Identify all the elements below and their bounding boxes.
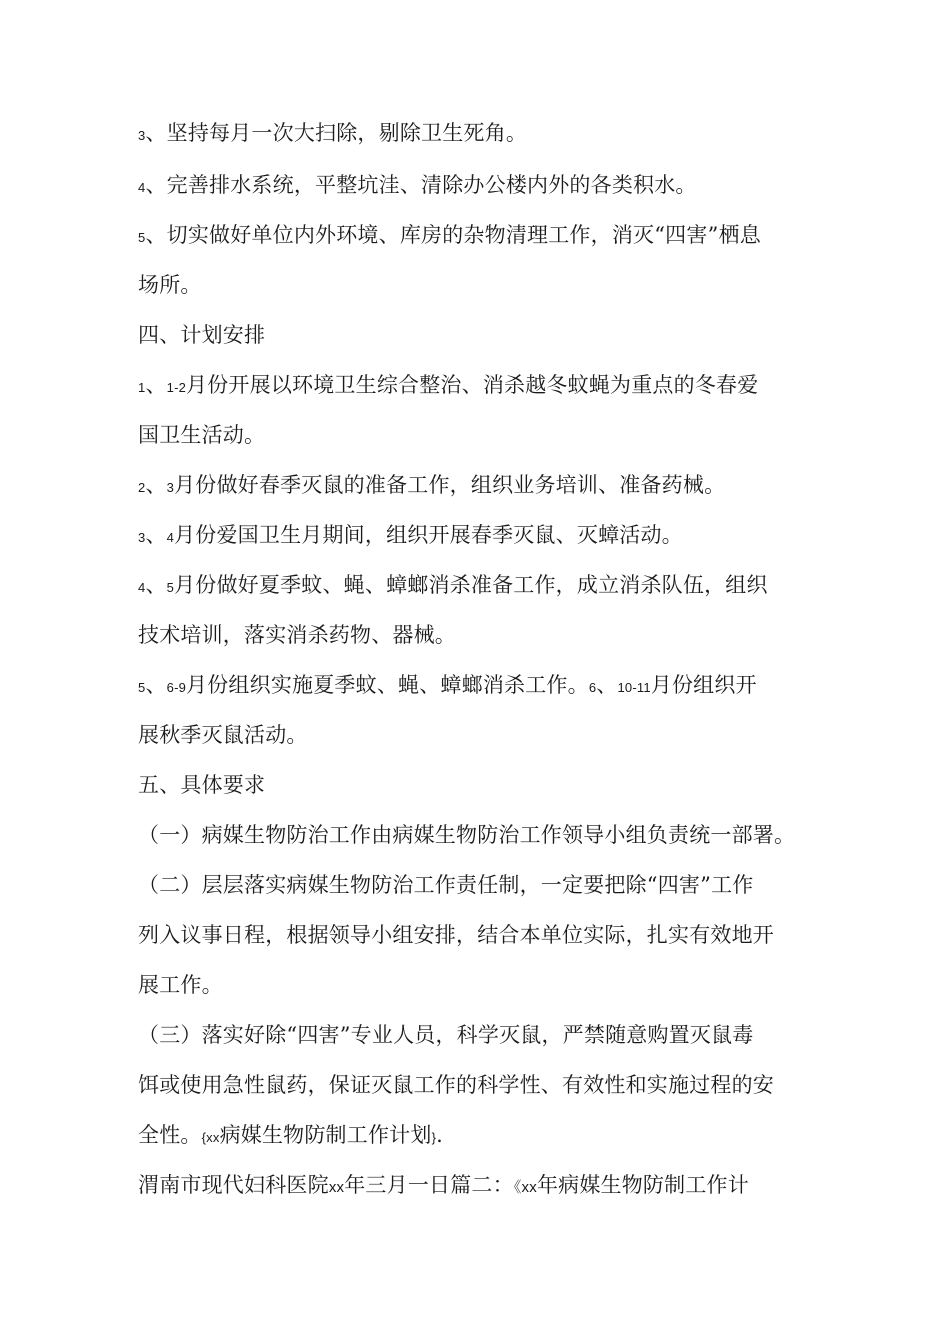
numeral-text: {xx: [201, 1130, 220, 1145]
latin-text: 《xx: [513, 1179, 537, 1196]
text-line: [138, 1070, 774, 1100]
numeral-text: 4: [138, 580, 146, 595]
text-line: [138, 670, 757, 703]
text-run: 渭南市现代妇科医院: [138, 1173, 329, 1197]
text-run: 、完善排水系统，平整坑洼、清除办公楼内外的各类积水。: [145, 173, 697, 197]
text-line: [138, 118, 527, 151]
text-run: 五、具体要求: [138, 773, 266, 797]
text-line: [138, 920, 774, 950]
text-line: [138, 1170, 749, 1203]
text-line: [138, 570, 768, 603]
text-line: [138, 520, 683, 553]
text-run: 年病媒生物防制工作计: [536, 1173, 749, 1197]
text-run: （一）病媒生物防治工作由病媒生物防治工作领导小组负责统一部署。: [138, 823, 796, 847]
text-run: 病媒生物防制工作计划: [219, 1123, 432, 1147]
text-run: 月份组织开: [650, 673, 757, 697]
text-run: 列入议事日程，根据领导小组安排，结合本单位实际，扎实有效地开: [138, 923, 774, 947]
text-line: [138, 270, 202, 300]
text-run: 、切实做好单位内外环境、库房的杂物清理工作，消灭“四害”栖息: [145, 223, 761, 247]
text-run: 国卫生活动。: [138, 423, 266, 447]
text-run: 、: [145, 673, 167, 697]
latin-text: xx: [328, 1179, 345, 1196]
text-run: 年三月一日篇二：: [344, 1173, 514, 1197]
text-line: [138, 470, 725, 503]
numeral-text: 10-11: [617, 680, 651, 695]
text-line: [138, 870, 753, 900]
numeral-text: 6: [588, 680, 597, 695]
text-run: 展秋季灭鼠活动。: [138, 723, 308, 747]
text-run: （二）层层落实病媒生物防治工作责任制，一定要把除“四害”工作: [138, 873, 754, 897]
text-line: [138, 970, 223, 1000]
numeral-text: 3: [166, 480, 175, 495]
numeral-text: 5: [166, 580, 175, 595]
text-run: 月份做好夏季蚊、蝇、蟑螂消杀准备工作，成立消杀队伍，组织: [174, 573, 768, 597]
text-line: [138, 720, 308, 750]
numeral-text: 3: [138, 128, 146, 143]
text-run: 技术培训，落实消杀药物、器械。: [138, 623, 456, 647]
text-run: 、坚持每月一次大扫除，剔除卫生死角。: [145, 121, 528, 145]
text-run: 饵或使用急性鼠药，保证灭鼠工作的科学性、有效性和实施过程的安: [138, 1073, 774, 1097]
text-run: 、: [596, 673, 618, 697]
text-line: [138, 370, 758, 403]
numeral-text: 6-9: [166, 680, 187, 695]
text-run: 、: [145, 473, 167, 497]
numeral-text: 1: [138, 380, 146, 395]
section-heading: [138, 770, 265, 800]
text-run: （三）落实好除“四害”专业人员，科学灭鼠，严禁随意购置灭鼠毒: [138, 1023, 754, 1047]
text-line: [138, 170, 697, 203]
numeral-text: 2: [138, 480, 146, 495]
text-run: 月份爱国卫生月期间，组织开展春季灭鼠、灭蟑活动。: [174, 523, 683, 547]
numeral-text: 5: [138, 230, 146, 245]
text-line: [138, 220, 761, 253]
numeral-text: }: [431, 1130, 437, 1145]
text-run: 月份做好春季灭鼠的准备工作，组织业务培训、准备药械。: [174, 473, 726, 497]
text-run: 月份开展以环境卫生综合整治、消杀越冬蚊蝇为重点的冬春爱: [186, 373, 759, 397]
numeral-text: 5: [138, 680, 146, 695]
text-run: 、: [145, 523, 167, 547]
text-run: 展工作。: [138, 973, 223, 997]
text-run: .: [436, 1123, 443, 1147]
text-run: 、: [145, 373, 167, 397]
text-line: [138, 1120, 443, 1153]
text-run: 全性。: [138, 1123, 202, 1147]
text-line: [138, 1020, 753, 1050]
text-line: [138, 620, 456, 650]
text-run: 场所。: [138, 273, 202, 297]
text-run: 月份组织实施夏季蚊、蝇、蟑螂消杀工作。: [186, 673, 589, 697]
text-run: 四、计划安排: [138, 323, 266, 347]
numeral-text: 1-2: [166, 380, 187, 395]
section-heading: [138, 320, 265, 350]
text-run: 、: [145, 573, 167, 597]
text-line: [138, 420, 265, 450]
numeral-text: 3: [138, 530, 146, 545]
numeral-text: 4: [166, 530, 175, 545]
numeral-text: 4: [138, 180, 146, 195]
text-line: [138, 820, 795, 850]
